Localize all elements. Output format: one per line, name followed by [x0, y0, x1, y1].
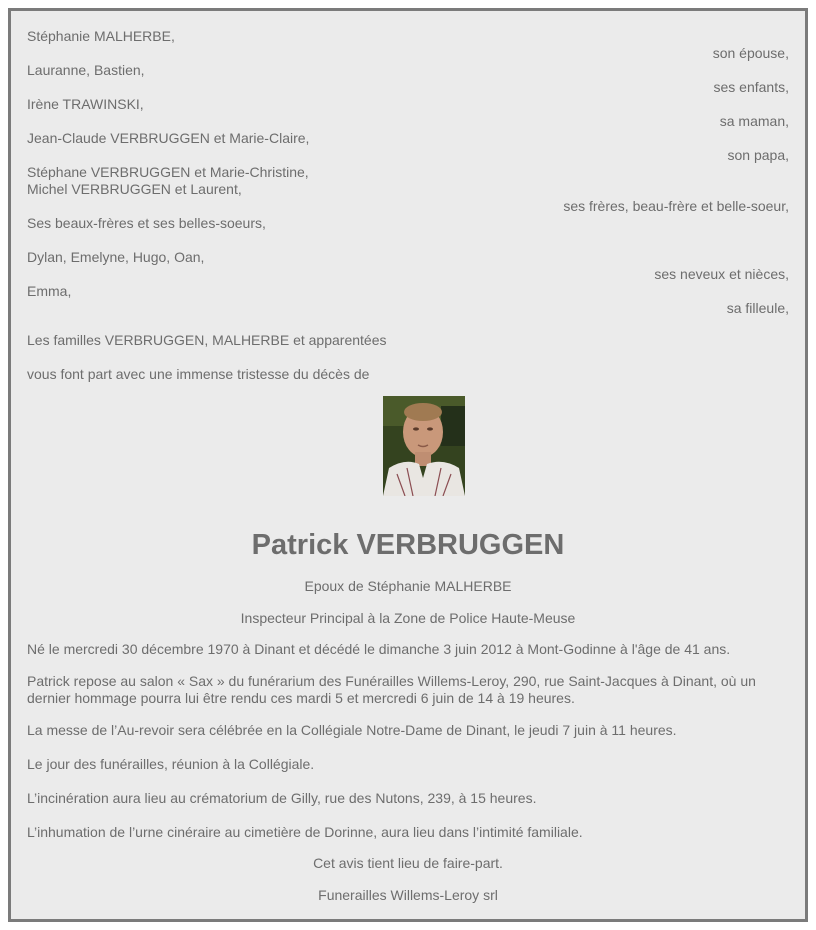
- relation-children: ses enfants,: [713, 79, 789, 95]
- portrait-image: [383, 396, 465, 496]
- notice-content: [27, 11, 789, 919]
- funeral-home-name: Funerailles Willems-Leroy srl: [318, 887, 498, 903]
- portrait-photo: [383, 396, 465, 496]
- burial-text: L’inhumation de l’urne cinéraire au cimetière de Dorinne, aura lieu dans l’intimité familiale.: [27, 824, 583, 840]
- relation-siblings: ses frères, beau-frère et belle-soeur,: [563, 198, 789, 214]
- mass-text: La messe de l’Au-revoir sera célébrée en la Collégiale Notre-Dame de Dinant, le jeudi 7 juin à 11 heures.: [27, 722, 677, 738]
- death-notice-frame: [8, 8, 808, 922]
- resting-place-text: Patrick repose au salon « Sax » du funérarium des Funérailles Willems-Leroy, 290, rue Saint-Jacques à Dinant, où un dernier hommage pourra lui être rendu ces mardi 5 et mercredi 6 juin de 14 à 19 heures.: [27, 673, 756, 706]
- notice-text: Cet avis tient lieu de faire-part.: [313, 855, 503, 871]
- family-line-goddaughter: Emma,: [27, 283, 72, 299]
- deceased-spouse: Epoux de Stéphanie MALHERBE: [304, 578, 512, 594]
- family-line-spouse: Stéphanie MALHERBE,: [27, 28, 175, 44]
- relation-spouse: son épouse,: [712, 45, 789, 61]
- announcement-text: vous font part avec une immense tristesse du décès de: [27, 366, 370, 382]
- family-line-siblings-2: Michel VERBRUGGEN et Laurent,: [27, 181, 242, 197]
- family-line-in-laws: Ses beaux-frères et ses belles-soeurs,: [27, 215, 266, 231]
- meeting-text: Le jour des funérailles, réunion à la Collégiale.: [27, 756, 315, 772]
- relation-nephews: ses neveux et nièces,: [654, 266, 789, 282]
- cremation-text: L’incinération aura lieu au crématorium de Gilly, rue des Nutons, 239, à 15 heures.: [27, 790, 537, 806]
- family-line-siblings-1: Stéphane VERBRUGGEN et Marie-Christine,: [27, 164, 309, 180]
- relation-father: son papa,: [727, 147, 789, 163]
- birth-death-text: Né le mercredi 30 décembre 1970 à Dinant et décédé le dimanche 3 juin 2012 à Mont-Godinne à l'âge de 41 ans.: [27, 641, 731, 657]
- family-line-father: Jean-Claude VERBRUGGEN et Marie-Claire,: [27, 130, 310, 146]
- relation-goddaughter: sa filleule,: [726, 300, 789, 316]
- family-line-nephews: Dylan, Emelyne, Hugo, Oan,: [27, 249, 205, 265]
- deceased-name: Patrick VERBRUGGEN: [251, 529, 565, 561]
- family-line-children: Lauranne, Bastien,: [27, 62, 145, 78]
- deceased-title: Inspecteur Principal à la Zone de Police Haute-Meuse: [240, 610, 576, 626]
- relation-mother: sa maman,: [719, 113, 789, 129]
- family-line-families: Les familles VERBRUGGEN, MALHERBE et apparentées: [27, 332, 387, 348]
- family-line-mother: Irène TRAWINSKI,: [27, 96, 144, 112]
